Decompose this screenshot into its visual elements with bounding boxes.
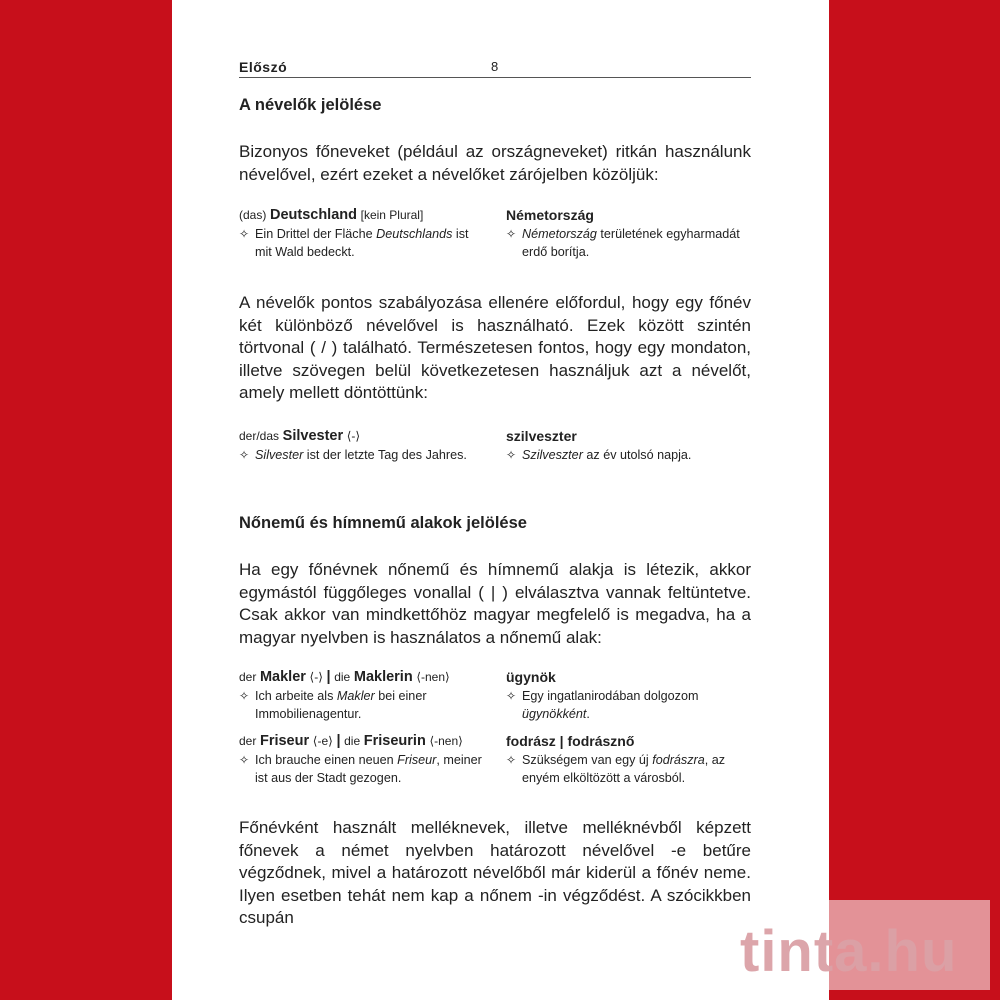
paragraph: Főnévként használt melléknevek, illetve melléknévből képzett főnevek a német nyelvben határozott névelővel -e betűre végződnek, mivel a határozott névelőből már kiderül a főnév neme. Ilyen esetben tehát nem kap a nőnem -in végződést. A szócikkben csupán bbox=[239, 818, 751, 927]
hu-example bbox=[506, 446, 754, 464]
example-marker-icon: ✧ bbox=[506, 227, 517, 241]
headword: Deutschland bbox=[269, 207, 357, 223]
de-example bbox=[239, 751, 487, 787]
headword: Makler bbox=[259, 669, 306, 685]
example-marker-icon: ✧ bbox=[239, 227, 250, 241]
article: der bbox=[239, 670, 257, 684]
paragraph: Bizonyos főneveket (például az országneveket) ritkán használunk névelővel, ezért ezeket a névelőket zárójelben közöljük: bbox=[239, 142, 751, 184]
sentence-emphasis: Silvester bbox=[255, 448, 304, 462]
sentence-part: Ein Drittel der Fläche bbox=[255, 227, 377, 241]
sentence-part: , az enyém elköltözött a városból. bbox=[522, 753, 726, 785]
hu-example bbox=[506, 751, 754, 787]
article: die bbox=[334, 670, 351, 684]
sentence-emphasis: Deutschlands bbox=[376, 227, 453, 241]
running-header bbox=[239, 57, 751, 78]
paragraph: A névelők pontos szabályozása ellenére előfordul, hogy egy főnév két különböző névelővel is használható. Ezek között szintén törtvonal ( / ) található. Természetesen fontos, hogy egy mondaton, illetve szövegen belül következetesen használjuk azt a névelőt, amely mellett döntöttünk: bbox=[239, 293, 751, 402]
watermark-logo: tinta.hu bbox=[740, 919, 958, 984]
paragraph: Ha egy főnévnek nőnemű és hímnemű alakja is létezik, akkor egymástól függőleges vonallal ( | ) elválasztva vannak feltüntetve. Csak akkor van mindkettőhöz magyar megfelelő is megadva, ha a magyar nyelvben is használatos a nőnemű alak: bbox=[239, 560, 751, 647]
de-headword-line bbox=[239, 733, 487, 749]
hu-entry bbox=[506, 669, 754, 723]
headword: Silvester bbox=[282, 428, 344, 444]
sentence-emphasis: ügynökként bbox=[522, 707, 587, 721]
de-example bbox=[239, 225, 487, 261]
de-entry bbox=[239, 207, 487, 261]
headword: Friseur bbox=[259, 733, 310, 749]
section-heading: Nőnemű és hímnemű alakok jelölése bbox=[239, 514, 527, 532]
de-entry bbox=[239, 733, 487, 787]
de-example bbox=[239, 687, 487, 723]
sentence-emphasis: Németország bbox=[522, 227, 597, 241]
sentence-part: bei einer Immobilienagentur. bbox=[255, 689, 427, 721]
example-marker-icon: ✧ bbox=[239, 753, 250, 767]
hu-headword: szilveszter bbox=[506, 428, 577, 444]
grammar-info: ⟨-nen⟩ bbox=[429, 734, 463, 748]
article: der bbox=[239, 734, 257, 748]
hu-example bbox=[506, 687, 754, 723]
sentence-part: ist mit Wald bedeckt. bbox=[255, 227, 469, 259]
example-marker-icon: ✧ bbox=[239, 689, 250, 703]
grammar-info: [kein Plural] bbox=[360, 208, 424, 222]
grammar-info: ⟨-nen⟩ bbox=[416, 670, 450, 684]
de-entry bbox=[239, 669, 487, 723]
article: die bbox=[344, 734, 361, 748]
sentence-emphasis: Szilveszter bbox=[522, 448, 583, 462]
de-example bbox=[239, 446, 487, 464]
chapter-title: Előszó bbox=[239, 59, 288, 75]
sentence-part: ist der letzte Tag des Jahres. bbox=[303, 448, 467, 462]
page-number: 8 bbox=[491, 59, 499, 74]
sentence-part: . bbox=[586, 707, 590, 721]
de-headword-line bbox=[239, 669, 487, 685]
hu-entry bbox=[506, 428, 754, 464]
grammar-info: ⟨-⟩ bbox=[346, 429, 361, 443]
sentence-part: területének egyharmadát erdő borítja. bbox=[522, 227, 740, 259]
sentence-emphasis: Friseur bbox=[397, 753, 437, 767]
sentence-emphasis: Makler bbox=[336, 689, 375, 703]
example-marker-icon: ✧ bbox=[239, 448, 250, 462]
sentence-part: Ich brauche einen neuen bbox=[255, 753, 398, 767]
grammar-info: ⟨-⟩ bbox=[309, 670, 323, 684]
grammar-info: ⟨-e⟩ bbox=[312, 734, 333, 748]
sentence-part: Ich arbeite als bbox=[255, 689, 337, 703]
separator: | bbox=[326, 669, 331, 685]
sentence-part: Egy ingatlanirodában dolgozom bbox=[522, 689, 699, 703]
article: (das) bbox=[239, 208, 267, 222]
example-marker-icon: ✧ bbox=[506, 753, 517, 767]
article: der/das bbox=[239, 429, 280, 443]
de-headword-line bbox=[239, 428, 487, 444]
sentence-emphasis: fodrászra bbox=[652, 753, 705, 767]
de-headword-line bbox=[239, 207, 487, 223]
book-page bbox=[172, 0, 829, 1000]
de-entry bbox=[239, 428, 487, 464]
hu-example bbox=[506, 225, 754, 261]
sentence-part: , meiner ist aus der Stadt gezogen. bbox=[255, 753, 482, 785]
headword: Maklerin bbox=[353, 669, 413, 685]
example-marker-icon: ✧ bbox=[506, 448, 517, 462]
headword: Friseurin bbox=[363, 733, 426, 749]
section-heading: A névelők jelölése bbox=[239, 96, 382, 114]
hu-headword: ügynök bbox=[506, 669, 556, 685]
separator: | bbox=[336, 733, 341, 749]
example-marker-icon: ✧ bbox=[506, 689, 517, 703]
hu-headword: Németország bbox=[506, 207, 594, 223]
sentence-part: Szükségem van egy új bbox=[522, 753, 653, 767]
hu-headword: fodrász | fodrásznő bbox=[506, 733, 635, 749]
sentence-part: az év utolsó napja. bbox=[582, 448, 692, 462]
hu-entry bbox=[506, 207, 754, 261]
hu-entry bbox=[506, 733, 754, 787]
